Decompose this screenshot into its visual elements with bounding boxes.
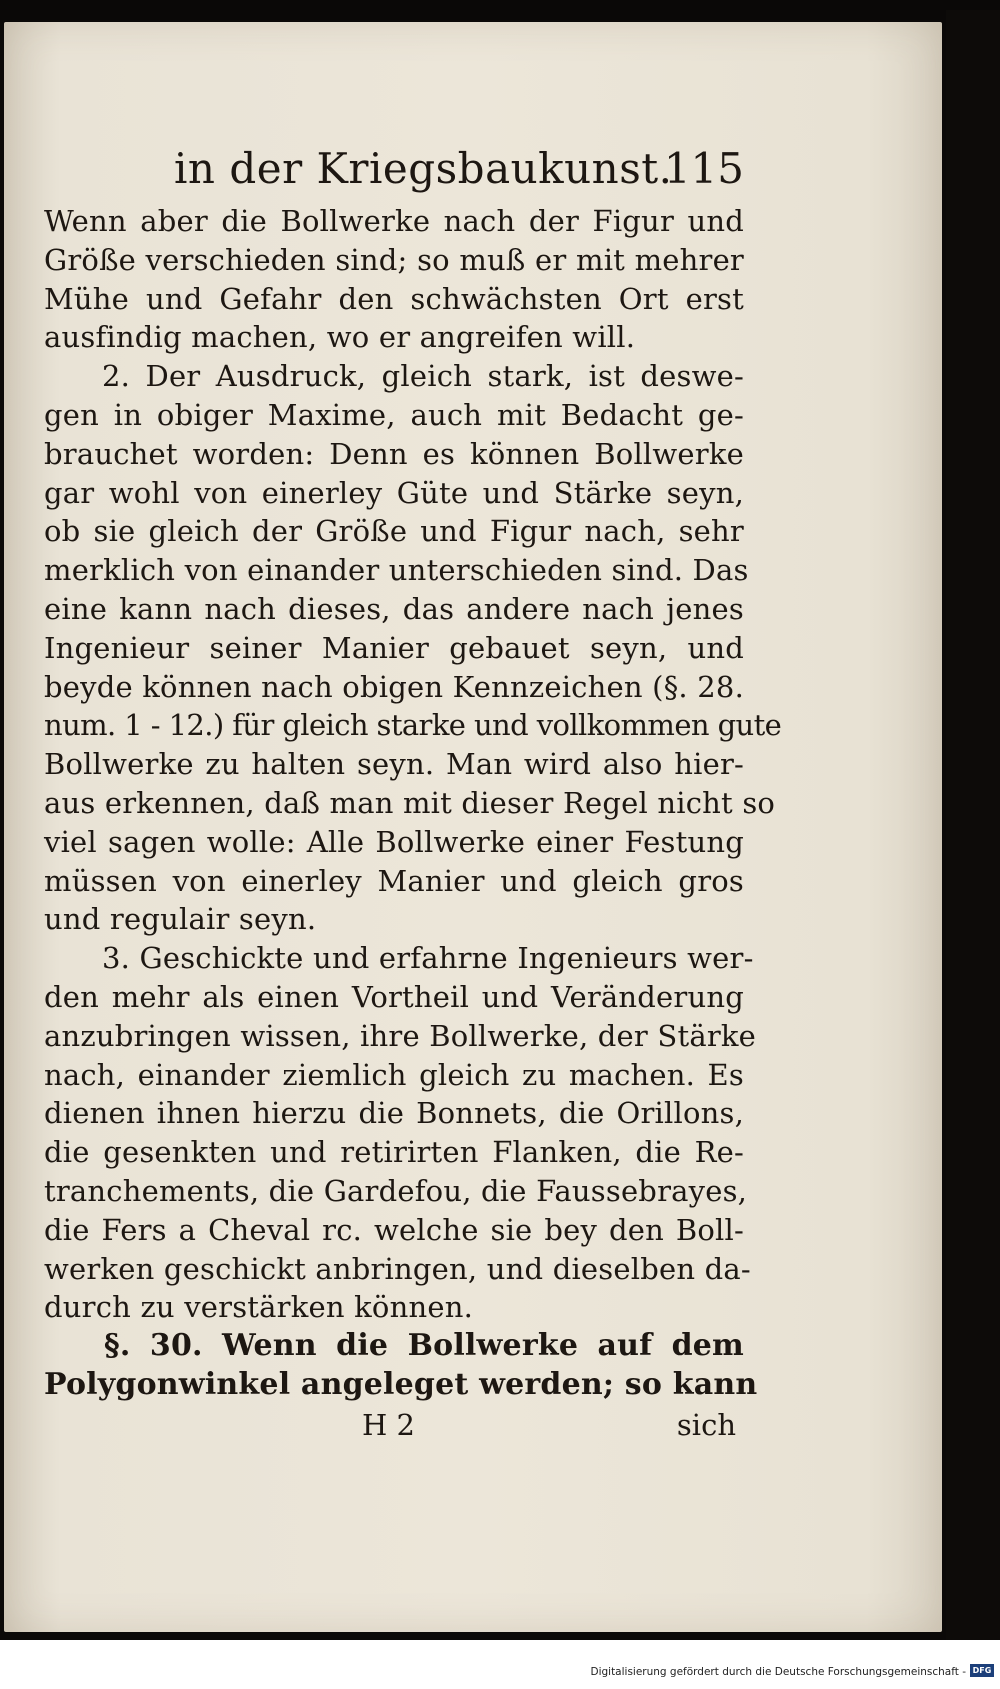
catchword: sich [676,1407,736,1442]
scan-top-border [0,0,1000,20]
text-line: durch zu verstärken können. [44,1290,473,1325]
running-title: in der Kriegsbaukunst. [174,144,673,193]
section-heading-line: §. 30. Wenn die Bollwerke auf dem [104,1328,744,1364]
text-line: brauchet worden: Denn es können Bollwerke [44,436,744,471]
text-line: 2. Der Ausdruck, gleich stark, ist deswe- [102,359,744,394]
text-line: gen in obiger Maxime, auch mit Bedacht ge- [44,397,744,432]
book-page [4,22,942,1632]
text-line: 3. Geschickte und erfahrne Ingenieurs wer- [102,941,754,976]
text-line: müssen von einerley Manier und gleich gros [44,863,744,898]
text-line: anzubringen wissen, ihre Bollwerke, der Stärke [44,1018,757,1053]
text-line: ausfindig machen, wo er angreifen will. [44,320,636,355]
text-line: ob sie gleich der Größe und Figur nach, sehr [44,514,744,549]
text-line: die Fers a Cheval rc. welche sie bey den Boll- [44,1212,744,1247]
text-line: Mühe und Gefahr den schwächsten Ort erst [44,281,744,316]
text-line: Ingenieur seiner Manier gebauet seyn, und [44,630,744,665]
digitization-credit: Digitalisierung gefördert durch die Deutsche Forschungsgemeinschaft - [590,1666,966,1678]
text-line: Wenn aber die Bollwerke nach der Figur und [44,204,744,238]
text-line: werken geschickt anbringen, und dieselben da- [44,1251,751,1286]
dfg-logo-icon: DFG [970,1664,994,1677]
text-line: nach, einander ziemlich gleich zu machen. Es [44,1057,744,1092]
section-heading-line: Polygonwinkel angeleget werden; so kann [44,1366,758,1402]
signature-mark: H 2 [362,1407,415,1442]
text-line: beyde können nach obigen Kennzeichen (§. 28. [44,669,744,704]
text-line: gar wohl von einerley Güte und Stärke seyn, [44,475,744,510]
text-line: Größe verschieden sind; so muß er mit mehrer [44,242,744,277]
text-line: tranchements, die Gardefou, die Faussebrayes, [44,1173,748,1208]
page-footer [44,1405,744,1445]
page-number: 115 [663,144,744,193]
text-line: num. 1 - 12.) für gleich starke und vollkommen gute [44,708,782,743]
text-line: und regulair seyn. [44,902,317,937]
page-text-block [44,144,782,1445]
text-line: dienen ihnen hierzu die Bonnets, die Orillons, [44,1096,744,1131]
text-line: aus erkennen, daß man mit dieser Regel nicht so [44,785,776,820]
scan-bottom-margin [0,1640,1000,1689]
text-line: den mehr als einen Vortheil und Veränderung [44,979,744,1014]
text-line: Bollwerke zu halten seyn. Man wird also hier- [44,747,744,782]
scan-right-border [946,10,1000,1640]
text-line: merklich von einander unterschieden sind. Das [44,553,749,588]
text-line: eine kann nach dieses, das andere nach jenes [44,591,744,626]
text-line: die gesenkten und retirirten Flanken, die Re- [44,1135,744,1170]
running-head [44,144,744,202]
text-line: viel sagen wolle: Alle Bollwerke einer Festung [44,824,744,859]
